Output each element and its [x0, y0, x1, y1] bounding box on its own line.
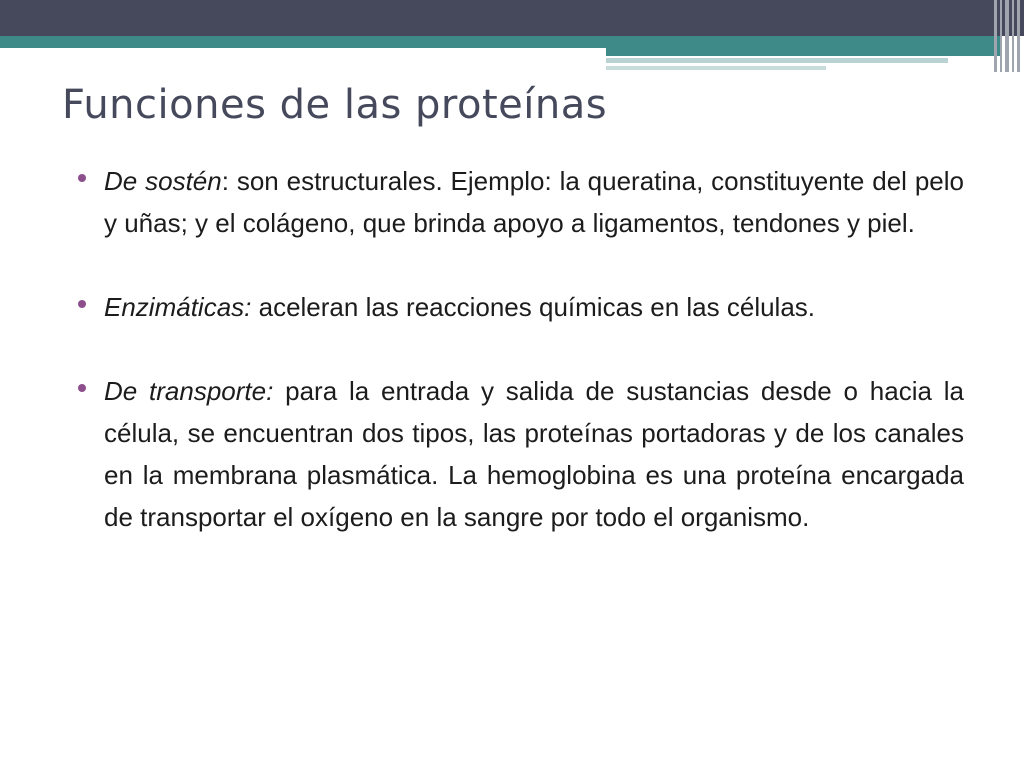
header-accent-band	[0, 36, 1000, 48]
header-light-band	[606, 58, 948, 63]
bullet-text: : son estructurales. Ejemplo: la queratina, constituyente del pelo y uñas; y el colágeno, que brinda apoyo a ligamentos, tendones y piel.	[104, 166, 964, 238]
bullet-dot-icon	[78, 384, 86, 392]
page-title: Funciones de las proteínas	[62, 82, 608, 128]
bullet-item-transporte	[78, 370, 964, 538]
bullet-item-sosten	[78, 160, 964, 244]
bullet-term: De sostén	[104, 166, 222, 196]
bullet-item-enzimaticas	[78, 286, 964, 328]
bullet-term: Enzimáticas:	[104, 292, 252, 322]
bullet-dot-icon	[78, 300, 86, 308]
header-accent-band-lower	[606, 48, 1000, 56]
bullet-text: aceleran las reacciones químicas en las células.	[251, 292, 816, 322]
header-bar	[0, 0, 1024, 36]
bullet-dot-icon	[78, 174, 86, 182]
bullet-list	[78, 160, 964, 580]
bullet-term: De transporte:	[104, 376, 274, 406]
bullet-text: para la entrada y salida de sustancias desde o hacia la célula, se encuentran dos tipos, las proteínas portadoras y de los canales en la membrana plasmática. La hemoglobina es una proteína encargada de transportar el oxígeno en la sangre por todo el organismo.	[104, 376, 964, 532]
header-stripes	[990, 0, 1024, 72]
header-light-band-secondary	[606, 66, 826, 70]
